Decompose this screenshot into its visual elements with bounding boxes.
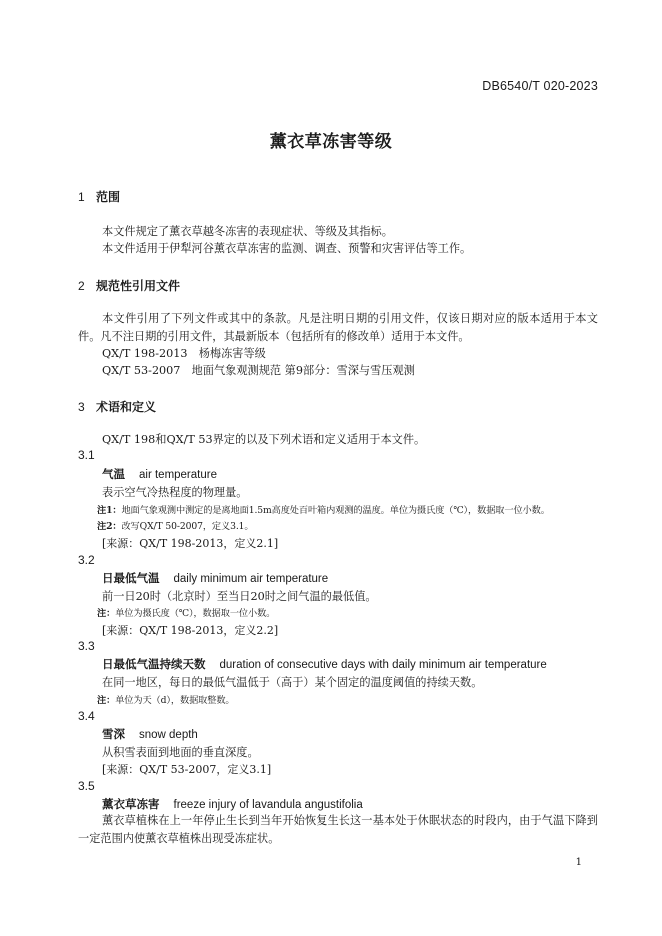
term-definition: 从积雪表面到地面的垂直深度。 (102, 746, 259, 759)
section-number: 2 (78, 279, 85, 293)
term-source: [来源：QX/T 53-2007，定义3.1] (102, 763, 272, 776)
term-note (97, 518, 254, 532)
term-definition: 前一日20时（北京时）至当日20时之间气温的最低值。 (102, 590, 377, 603)
term-zh: 雪深 (102, 729, 125, 741)
term-heading (102, 796, 363, 812)
term-note (97, 605, 275, 619)
term-number: 3.5 (78, 779, 95, 793)
page-title: 薰衣草冻害等级 (269, 132, 393, 151)
term-number: 3.2 (78, 553, 95, 567)
term-definition: 薰衣草植株在上一年停止生长到当年开始恢复生长这一基本处于休眠状态的时段内，由于气温下降到一定范围内使薰衣草植株出现受冻症状。 (78, 814, 598, 845)
section-title: 规范性引用文件 (96, 279, 181, 293)
term-en: air temperature (139, 469, 217, 481)
term-zh: 日最低气温持续天数 (102, 659, 206, 671)
term-heading (102, 466, 217, 482)
section-title: 范围 (96, 190, 121, 204)
term-zh: 气温 (102, 469, 125, 481)
term-definition: 在同一地区，每日的最低气温低于（高于）某个固定的温度阈值的持续天数。 (102, 676, 483, 689)
note-label: 注1： (97, 505, 122, 516)
term-en: daily minimum air temperature (173, 573, 329, 585)
note-text: 改写QX/T 50-2007，定义3.1。 (121, 521, 254, 532)
term-source: [来源：QX/T 198-2013，定义2.2] (102, 624, 279, 637)
term-en: duration of consecutive days with daily minimum air temperature (219, 659, 547, 671)
section-3-heading (78, 398, 156, 415)
term-number: 3.3 (78, 639, 95, 653)
term-heading (102, 570, 328, 586)
term-heading (102, 656, 547, 672)
document-code: DB6540/T 020-2023 (482, 79, 598, 93)
term-source: [来源：QX/T 198-2013，定义2.1] (102, 537, 279, 550)
term-note (97, 692, 235, 706)
paragraph: 本文件适用于伊犁河谷薰衣草冻害的监测、调查、预警和灾害评估等工作。 (102, 242, 472, 255)
note-text: 单位为摄氏度（℃），数据取一位小数。 (115, 608, 276, 619)
term-definition: 表示空气冷热程度的物理量。 (102, 486, 248, 499)
paragraph: 本文件规定了薰衣草越冬冻害的表现症状、等级及其指标。 (102, 225, 393, 238)
note-text: 单位为天（d），数据取整数。 (115, 695, 235, 706)
term-en: freeze injury of lavandula angustifolia (173, 799, 363, 811)
section-number: 3 (78, 400, 85, 414)
paragraph: 本文件引用了下列文件或其中的条款。凡是注明日期的引用文件，仅该日期对应的版本适用于本文件。凡不注日期的引用文件，其最新版本（包括所有的修改单）适用于本文件。 (78, 312, 598, 343)
term-heading (102, 726, 198, 742)
section-2-heading (78, 277, 180, 294)
term-number: 3.4 (78, 709, 95, 723)
section-1-heading (78, 188, 120, 205)
note-text: 地面气象观测中测定的是离地面1.5m高度处百叶箱内观测的温度。单位为摄氏度（℃），数据取一位小数。 (121, 505, 550, 516)
term-number: 3.1 (78, 448, 95, 462)
note-label: 注： (97, 695, 116, 706)
paragraph: QX/T 198和QX/T 53界定的以及下列术语和定义适用于本文件。 (102, 433, 426, 446)
term-en: snow depth (139, 729, 198, 741)
term-zh: 日最低气温 (102, 573, 160, 585)
normative-reference: QX/T 198-2013 杨梅冻害等级 (102, 347, 266, 360)
section-number: 1 (78, 190, 85, 204)
section-title: 术语和定义 (96, 400, 157, 414)
page-number: 1 (575, 857, 582, 868)
normative-reference: QX/T 53-2007 地面气象观测规范 第9部分：雪深与雪压观测 (102, 364, 415, 377)
term-note (97, 502, 550, 516)
term-zh: 薰衣草冻害 (102, 799, 160, 811)
note-label: 注2： (97, 521, 122, 532)
note-label: 注： (97, 608, 116, 619)
